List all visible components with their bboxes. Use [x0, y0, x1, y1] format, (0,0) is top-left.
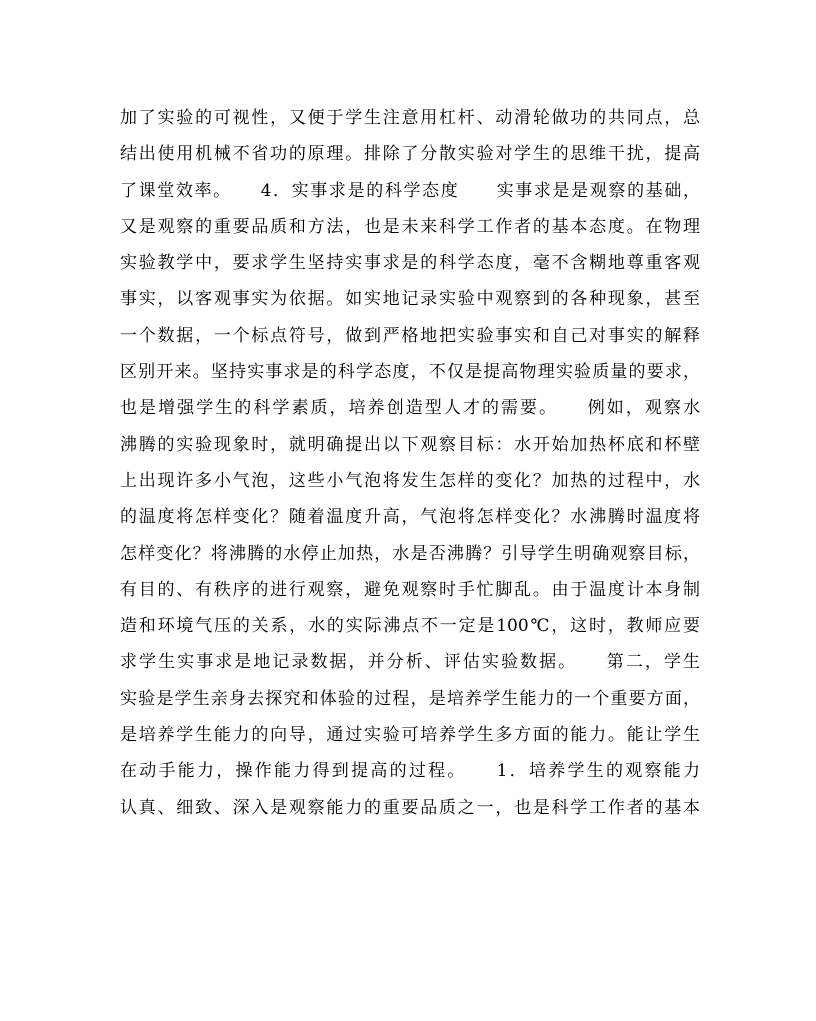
text-line: 区别开来。坚持实事求是的科学态度，不仅是提高物理实验质量的要求，: [120, 362, 700, 383]
text-line: 沸腾的实验现象时，就明确提出以下观察目标：水开始加热杯底和杯壁: [120, 434, 700, 455]
text-line: 认真、细致、深入是观察能力的重要品质之一，也是科学工作者的基本: [120, 797, 700, 818]
text-line: 造和环境气压的关系，水的实际沸点不一定是100℃，这时，教师应要: [120, 616, 700, 637]
text-line: 在动手能力，操作能力得到提高的过程。 1．培养学生的观察能力: [120, 761, 700, 782]
text-line: 怎样变化？将沸腾的水停止加热，水是否沸腾？引导学生明确观察目标，: [120, 543, 700, 564]
text-line: 一个数据，一个标点符号，做到严格地把实验事实和自己对事实的解释: [120, 325, 700, 346]
text-line: 求学生实事求是地记录数据，并分析、评估实验数据。 第二，学生: [120, 652, 700, 673]
text-line: 结出使用机械不省功的原理。排除了分散实验对学生的思维干扰，提高: [120, 144, 700, 165]
text-line: 有目的、有秩序的进行观察，避免观察时手忙脚乱。由于温度计本身制: [120, 579, 700, 600]
text-line: 事实，以客观事实为依据。如实地记录实验中观察到的各种现象，甚至: [120, 289, 700, 310]
text-line: 实验教学中，要求学生坚持实事求是的科学态度，毫不含糊地尊重客观: [120, 253, 700, 274]
text-line: 又是观察的重要品质和方法，也是未来科学工作者的基本态度。在物理: [120, 216, 700, 237]
text-line: 是培养学生能力的向导，通过实验可培养学生多方面的能力。能让学生: [120, 725, 700, 746]
body-text: [120, 100, 700, 826]
text-line: 加了实验的可视性，又便于学生注意用杠杆、动滑轮做功的共同点，总: [120, 108, 700, 128]
text-line: 了课堂效率。 4．实事求是的科学态度 实事求是是观察的基础，: [120, 180, 700, 201]
text-line: 实验是学生亲身去探究和体验的过程，是培养学生能力的一个重要方面，: [120, 688, 700, 709]
text-line: 上出现许多小气泡，这些小气泡将发生怎样的变化？加热的过程中，水: [120, 470, 700, 491]
text-line: 也是增强学生的科学素质，培养创造型人才的需要。 例如，观察水: [120, 398, 700, 419]
text-line: 的温度将怎样变化？随着温度升高，气泡将怎样变化？水沸腾时温度将: [120, 507, 700, 528]
